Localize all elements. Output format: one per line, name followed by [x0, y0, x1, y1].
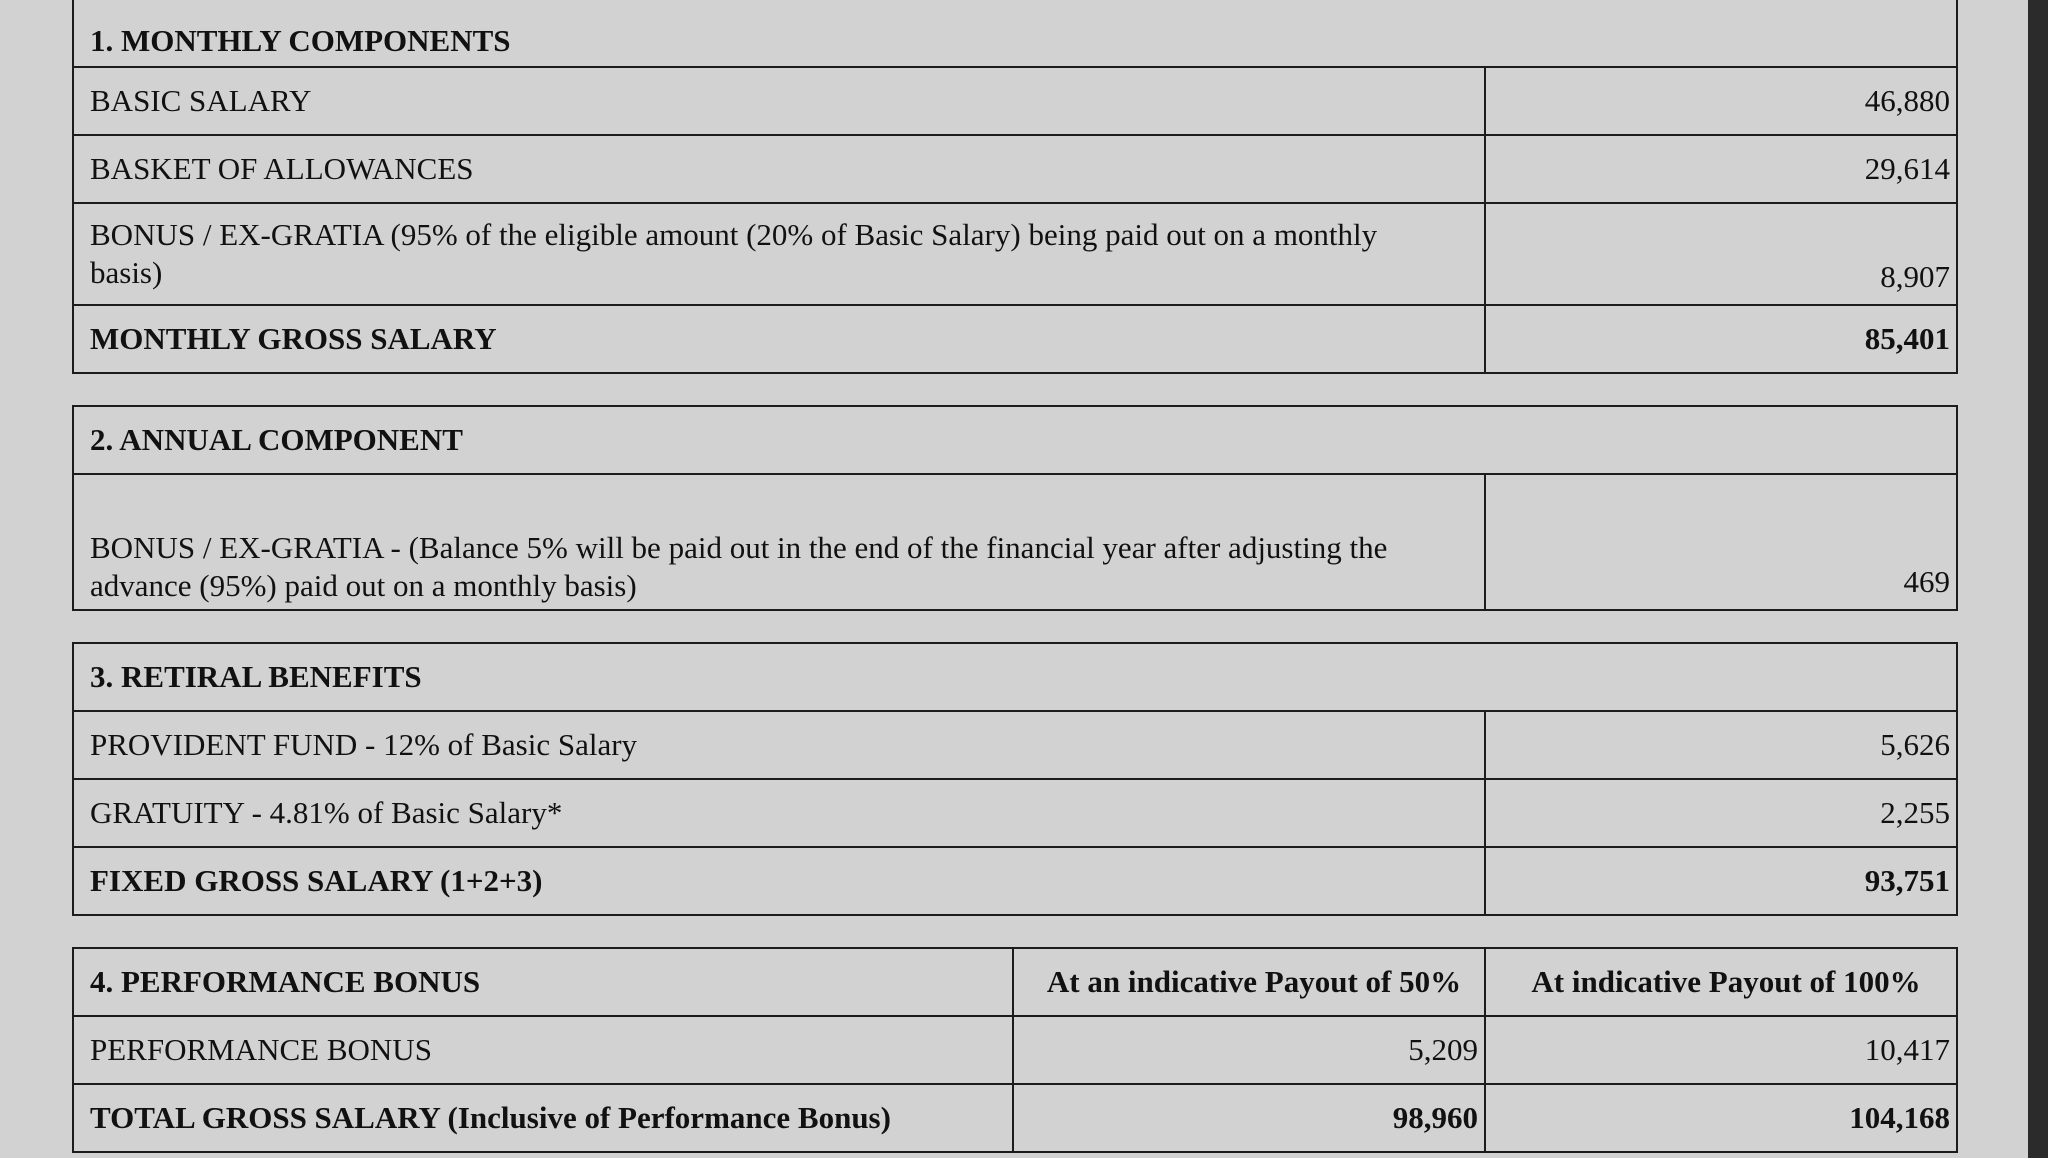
- row-label: PROVIDENT FUND - 12% of Basic Salary: [73, 711, 1485, 779]
- table-row: [73, 711, 1957, 779]
- total-value: 93,751: [1485, 847, 1957, 915]
- section-title-performance: 4. PERFORMANCE BONUS: [73, 948, 1013, 1016]
- table-row: [73, 779, 1957, 847]
- row-value-50: 5,209: [1013, 1016, 1485, 1084]
- row-label: BASKET OF ALLOWANCES: [73, 135, 1485, 203]
- scrollbar-track[interactable]: [2028, 0, 2048, 1158]
- monthly-components-table: [72, 0, 1958, 374]
- row-label: GRATUITY - 4.81% of Basic Salary*: [73, 779, 1485, 847]
- section-title-monthly: 1. MONTHLY COMPONENTS: [73, 0, 1957, 67]
- section-title-annual: 2. ANNUAL COMPONENT: [73, 406, 1957, 474]
- table-row: [73, 67, 1957, 135]
- table-row: [73, 203, 1957, 305]
- row-value-100: 10,417: [1485, 1016, 1957, 1084]
- row-value: 46,880: [1485, 67, 1957, 135]
- row-label: PERFORMANCE BONUS: [73, 1016, 1013, 1084]
- total-value-100: 104,168: [1485, 1084, 1957, 1152]
- performance-bonus-table: [72, 947, 1958, 1153]
- row-value: 2,255: [1485, 779, 1957, 847]
- table-row: [73, 135, 1957, 203]
- total-row: [73, 305, 1957, 373]
- total-value-50: 98,960: [1013, 1084, 1485, 1152]
- retiral-benefits-table: [72, 642, 1958, 916]
- annual-component-table: [72, 405, 1958, 611]
- row-value: 469: [1485, 474, 1957, 610]
- row-value: 5,626: [1485, 711, 1957, 779]
- row-label: BASIC SALARY: [73, 67, 1485, 135]
- total-label: FIXED GROSS SALARY (1+2+3): [73, 847, 1485, 915]
- section-title-retiral: 3. RETIRAL BENEFITS: [73, 643, 1957, 711]
- total-row: [73, 847, 1957, 915]
- table-row: [73, 1016, 1957, 1084]
- column-header-50: At an indicative Payout of 50%: [1013, 948, 1485, 1016]
- total-row: [73, 1084, 1957, 1152]
- total-label: TOTAL GROSS SALARY (Inclusive of Performance Bonus): [73, 1084, 1013, 1152]
- total-label: MONTHLY GROSS SALARY: [73, 305, 1485, 373]
- row-value: 8,907: [1485, 203, 1957, 305]
- table-row: [73, 474, 1957, 610]
- row-label: BONUS / EX-GRATIA - (Balance 5% will be paid out in the end of the financial year after adjusting the advance (95%) paid out on a monthly basis): [73, 474, 1485, 610]
- row-value: 29,614: [1485, 135, 1957, 203]
- column-header-100: At indicative Payout of 100%: [1485, 948, 1957, 1016]
- row-label: BONUS / EX-GRATIA (95% of the eligible amount (20% of Basic Salary) being paid out on a monthly basis): [73, 203, 1485, 305]
- total-value: 85,401: [1485, 305, 1957, 373]
